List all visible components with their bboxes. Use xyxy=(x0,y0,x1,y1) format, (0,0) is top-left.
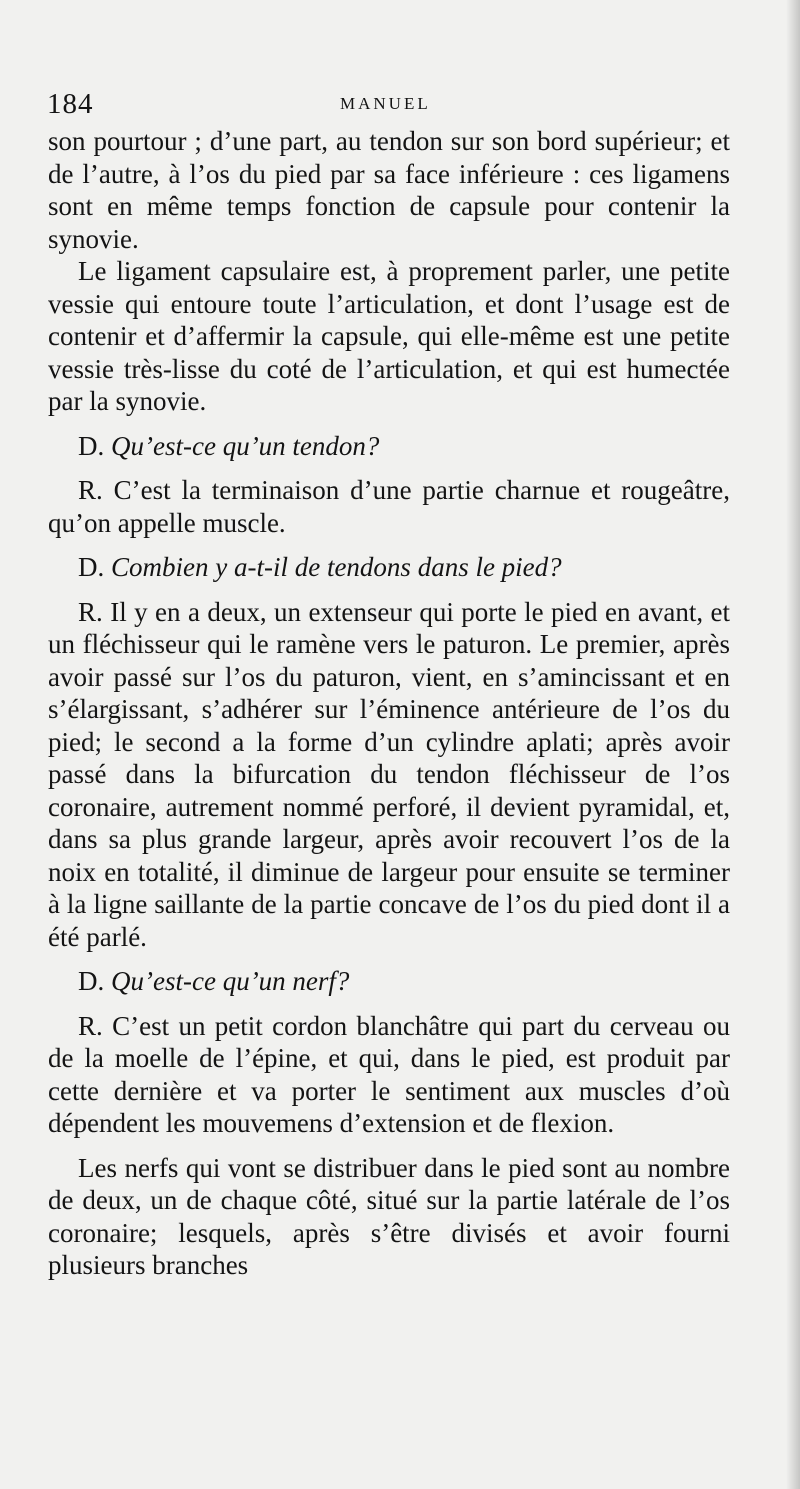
question-text: Combien y a-t-il de tendons dans le pied? xyxy=(111,552,562,582)
question-tendon xyxy=(48,430,730,463)
question-marker: D. xyxy=(78,430,105,461)
paragraph-nerfs: Les nerfs qui vont se distribuer dans le pied sont au nombre de deux, un de chaque côté, situé sur la partie latérale de l’os coronaire; lesquels, après s’être divisés et avoir fourni plusieurs branches xyxy=(48,1152,730,1280)
answer-marker: R. xyxy=(78,475,103,505)
question-nerf xyxy=(48,965,730,998)
question-text: Qu’est-ce qu’un tendon? xyxy=(111,430,380,461)
text-body xyxy=(48,125,730,1282)
question-tendons-count xyxy=(48,551,730,584)
answer-text: Il y en a deux, un extenseur qui porte le pied en avant, et un fléchisseur qui le ramène vers le paturon. Le premier, après avoir passé sur l’os du paturon, vient, en s’amincissant et en s’élargissant, s’adhérer sur l’éminence antérieure de l’os du pied; le second a la forme d’un cylindre aplati; après avoir passé dans la bifurcation du tendon fléchisseur de l’os coronaire, autrement nommé perforé, il devient pyramidal, et, dans sa plus grande largeur, après avoir recouvert l’os de la noix en totalité, il diminue de largeur pour ensuite se terminer à la ligne saillante de la partie concave de l’os du pied dont il a été parlé. xyxy=(48,596,730,952)
page-edge-shadow xyxy=(786,0,800,1489)
question-marker: D. xyxy=(78,552,105,582)
question-text: Qu’est-ce qu’un nerf? xyxy=(111,966,350,996)
question-marker: D. xyxy=(78,966,105,996)
answer-text: C’est la terminaison d’une partie charnue et rougeâtre, qu’on appelle muscle. xyxy=(48,475,730,538)
answer-tendons-count xyxy=(48,596,730,954)
answer-text: C’est un petit cordon blanchâtre qui part du cerveau ou de la moelle de l’épine, et qui, dans le pied, est produit par cette dernière et va porter le sentiment aux muscles d’où dépendent les mouvemens d’extension et de flexion. xyxy=(48,1010,730,1138)
answer-marker: R. xyxy=(78,1010,103,1041)
answer-nerf xyxy=(48,1010,730,1140)
page-number: 184 xyxy=(47,88,94,120)
answer-marker: R. xyxy=(78,596,103,627)
answer-tendon xyxy=(48,474,730,539)
paragraph-ligament-capsulaire: Le ligament capsulaire est, à proprement parler, une petite vessie qui entoure toute l’articulation, et dont l’usage est de contenir et d’affermir la capsule, qui elle-même est une petite vessie très-lisse du coté de l’articulation, et qui est humectée par la synovie. xyxy=(48,256,730,416)
paragraph-continuation: son pourtour ; d’une part, au tendon sur son bord supérieur; et de l’autre, à l’os du pied par sa face inférieure : ces ligamens sont en même temps fonction de capsule pour contenir la synovie. xyxy=(48,126,730,254)
running-head xyxy=(47,88,727,124)
running-title: MANUEL xyxy=(340,94,431,113)
